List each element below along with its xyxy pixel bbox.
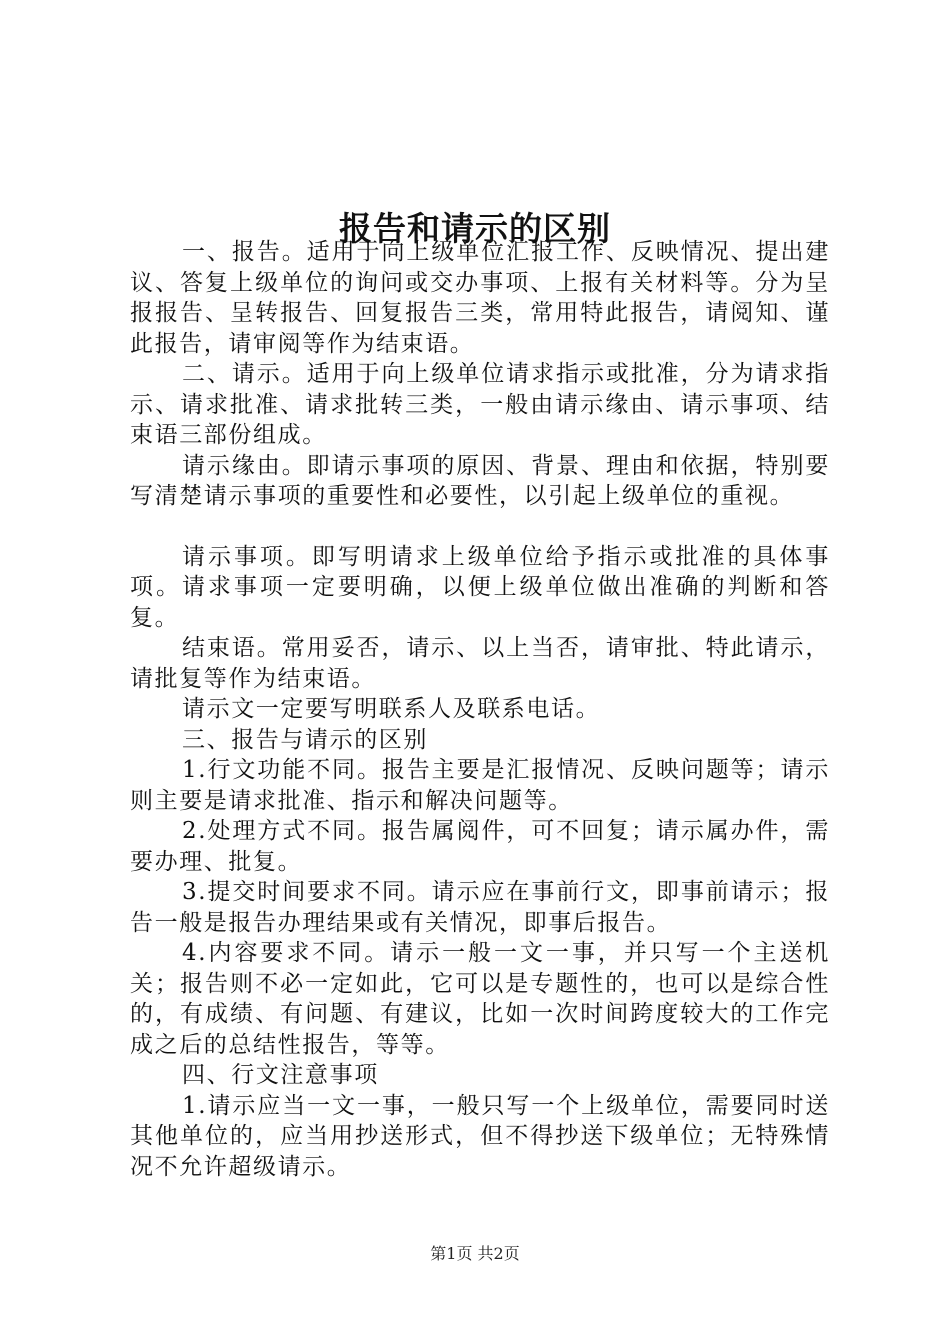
section-heading-notes: 四、行文注意事项 <box>182 1062 379 1088</box>
paragraph-request-definition: 二、请示。适用于向上级单位请求指示或批准，分为请求指示、请求批准、请求批转三类，一般由请示缘由、请示事项、结束语三部份组成。 <box>130 361 830 448</box>
list-item-one-matter: 1.请示应当一文一事，一般只写一个上级单位，需要同时送其他单位的，应当用抄送形式，但不得抄送下级单位；无特殊情况不允许超级请示。 <box>130 1092 830 1180</box>
paragraph-request-reason: 请示缘由。即请示事项的原因、背景、理由和依据，特别要写清楚请示事项的重要性和必要性，以引起上级单位的重视。 <box>130 452 830 509</box>
document-title: 报告和请示的区别 <box>339 209 611 249</box>
paragraph-request-matter: 请示事项。即写明请求上级单位给予指示或批准的具体事项。请求事项一定要明确，以便上级单位做出准确的判断和答复。 <box>130 543 830 631</box>
section-heading-differences: 三、报告与请示的区别 <box>182 726 428 753</box>
paragraph-closing-phrase: 结束语。常用妥否，请示、以上当否，请审批、特此请示，请批复等作为结束语。 <box>130 635 830 692</box>
list-item-handling: 2.处理方式不同。报告属阅件，可不回复；请示属办件，需要办理、批复。 <box>130 818 830 875</box>
paragraph-contact-note: 请示文一定要写明联系人及联系电话。 <box>182 696 601 722</box>
list-item-timing: 3.提交时间要求不同。请示应在事前行文，即事前请示；报告一般是报告办理结果或有关情况，即事后报告。 <box>130 879 830 936</box>
page-footer: 第1页 共2页 <box>430 1244 520 1263</box>
list-item-function: 1.行文功能不同。报告主要是汇报情况、反映问题等；请示则主要是请求批准、指示和解决问题等。 <box>130 757 830 814</box>
list-item-content: 4.内容要求不同。请示一般一文一事，并只写一个主送机关；报告则不必一定如此，它可以是专题性的，也可以是综合性的，有成绩、有问题、有建议，比如一次时间跨度较大的工作完成之后的总结性报告，等等。 <box>130 940 830 1058</box>
document-body <box>130 237 830 1182</box>
paragraph-report-definition: 一、报告。适用于向上级单位汇报工作、反映情况、提出建议、答复上级单位的询问或交办事项、上报有关材料等。分为呈报报告、呈转报告、回复报告三类，常用特此报告，请阅知、谨此报告，请审阅等作为结束语。 <box>130 239 830 357</box>
